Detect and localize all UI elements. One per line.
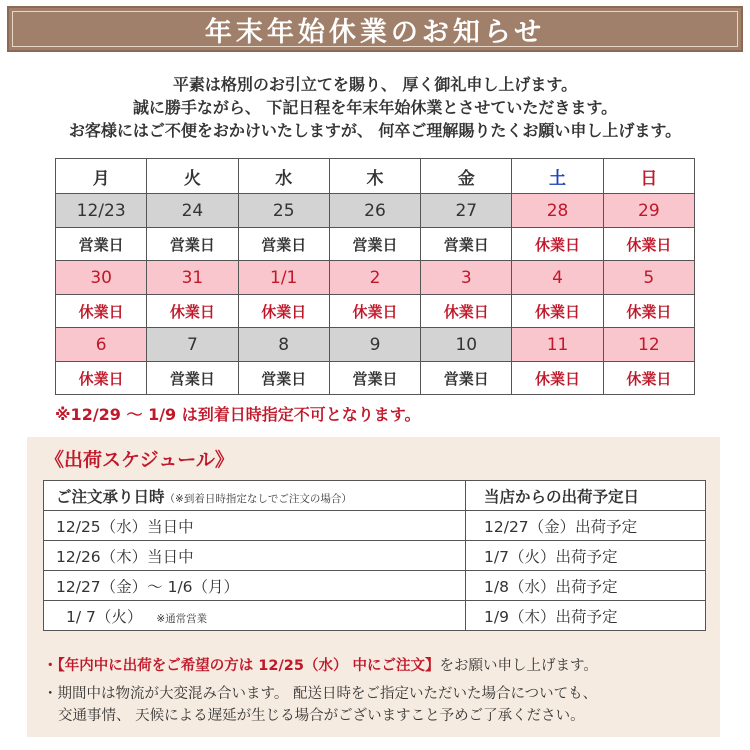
header-banner (7, 6, 743, 52)
holiday-calendar (55, 158, 695, 395)
order-date-header (44, 481, 466, 511)
order-date-cell (44, 511, 466, 541)
calendar-date-cell: 8 (238, 328, 329, 362)
calendar-day-header: 火 (147, 159, 238, 194)
calendar-date-cell: 10 (421, 328, 512, 362)
footer-bullet-1 (43, 655, 598, 677)
shipping-row (44, 571, 706, 601)
order-date-text: 12/25（水）当日中 (56, 517, 194, 536)
calendar-status-cell: 営業日 (329, 228, 420, 261)
shipping-schedule-title: 《出荷スケジュール》 (45, 449, 234, 471)
page-title: 年末年始休業のお知らせ (204, 16, 546, 48)
delivery-restriction-note: ※12/29 ～ 1/9 は到着日時指定不可となります。 (55, 405, 421, 424)
calendar-status-cell: 休業日 (512, 295, 603, 328)
calendar-date-row (56, 194, 695, 228)
calendar-day-header: 水 (238, 159, 329, 194)
calendar-status-cell: 営業日 (238, 228, 329, 261)
calendar-date-row (56, 261, 695, 295)
calendar-status-cell: 休業日 (56, 362, 147, 395)
calendar-day-header: 土 (512, 159, 603, 194)
bullet-1-marker: ・ (43, 658, 58, 674)
ship-date-cell: 1/9（木）出荷予定 (466, 601, 706, 631)
calendar-status-cell: 営業日 (147, 228, 238, 261)
calendar-day-header: 日 (603, 159, 694, 194)
calendar-day-header: 木 (329, 159, 420, 194)
calendar-day-header: 金 (421, 159, 512, 194)
footer-bullet-2-line-1: ・期間中は物流が大変混み合います。 配送日時をご指定いただいた場合についても、 (43, 686, 598, 702)
calendar-date-cell: 12/23 (56, 194, 147, 228)
order-date-header-note: （※到着日時指定なしでご注文の場合） (164, 492, 352, 505)
shipping-row (44, 601, 706, 631)
order-date-cell (44, 601, 466, 631)
calendar-status-cell: 営業日 (56, 228, 147, 261)
calendar-date-cell: 5 (603, 261, 694, 295)
ship-date-cell: 1/7（火）出荷予定 (466, 541, 706, 571)
shipping-schedule-table (43, 480, 706, 631)
calendar-date-cell: 31 (147, 261, 238, 295)
calendar-status-cell: 営業日 (421, 228, 512, 261)
calendar-status-cell: 営業日 (238, 362, 329, 395)
calendar-status-cell: 営業日 (421, 362, 512, 395)
calendar-status-cell: 休業日 (238, 295, 329, 328)
calendar-date-cell: 25 (238, 194, 329, 228)
calendar-status-row (56, 295, 695, 328)
calendar-status-cell: 休業日 (421, 295, 512, 328)
calendar-day-header: 月 (56, 159, 147, 194)
bullet-1-highlight: 【年内中に出荷をご希望の方は 12/25（水） 中にご注文】 (57, 658, 440, 674)
order-date-text: 12/26（木）当日中 (56, 547, 194, 566)
order-date-note: ※通常営業 (156, 612, 208, 625)
calendar-date-cell: 7 (147, 328, 238, 362)
calendar-status-cell: 休業日 (329, 295, 420, 328)
calendar-date-cell: 2 (329, 261, 420, 295)
shipping-schedule-box (27, 437, 720, 737)
footer-bullet-2-line-2: 交通事情、 天候による遅延が生じる場合がございますこと予めご了承ください。 (58, 708, 585, 724)
calendar-day-header-row (56, 159, 695, 194)
shipping-row (44, 541, 706, 571)
calendar-status-cell: 休業日 (56, 295, 147, 328)
calendar-date-cell: 30 (56, 261, 147, 295)
calendar-status-cell: 営業日 (147, 362, 238, 395)
calendar-date-cell: 11 (512, 328, 603, 362)
calendar-date-cell: 26 (329, 194, 420, 228)
calendar-date-cell: 28 (512, 194, 603, 228)
calendar-status-row (56, 228, 695, 261)
order-date-cell (44, 541, 466, 571)
order-date-text: 1/ 7（火） (66, 607, 143, 626)
calendar-status-cell: 営業日 (329, 362, 420, 395)
calendar-date-cell: 29 (603, 194, 694, 228)
ship-date-cell: 1/8（水）出荷予定 (466, 571, 706, 601)
order-date-cell (44, 571, 466, 601)
calendar-date-cell: 12 (603, 328, 694, 362)
calendar-date-cell: 9 (329, 328, 420, 362)
order-date-text: 12/27（金）～ 1/6（月） (56, 577, 240, 596)
header-frame (12, 11, 738, 47)
calendar-date-cell: 4 (512, 261, 603, 295)
intro-line-3: お客様にはご不便をおかけいたしますが、 何卒ご理解賜りたくお願い申し上げます。 (68, 121, 682, 140)
calendar-date-cell: 27 (421, 194, 512, 228)
calendar-status-cell: 休業日 (603, 362, 694, 395)
intro-line-2: 誠に勝手ながら、 下記日程を年末年始休業とさせていただきます。 (132, 98, 618, 117)
calendar-status-cell: 休業日 (603, 295, 694, 328)
bullet-1-suffix: をお願い申し上げます。 (439, 658, 598, 674)
shipping-row (44, 511, 706, 541)
calendar-status-cell: 休業日 (512, 362, 603, 395)
intro-line-1: 平素は格別のお引立てを賜り、 厚く御礼申し上げます。 (172, 75, 578, 94)
ship-date-header: 当店からの出荷予定日 (466, 481, 706, 511)
calendar-date-row (56, 328, 695, 362)
ship-date-cell: 12/27（金）出荷予定 (466, 511, 706, 541)
order-date-header-label: ご注文承り日時 (56, 487, 165, 506)
calendar-date-cell: 24 (147, 194, 238, 228)
calendar-date-cell: 6 (56, 328, 147, 362)
calendar-status-cell: 休業日 (147, 295, 238, 328)
calendar-date-cell: 1/1 (238, 261, 329, 295)
shipping-header-row (44, 481, 706, 511)
calendar-status-cell: 休業日 (603, 228, 694, 261)
calendar-status-cell: 休業日 (512, 228, 603, 261)
calendar-status-row (56, 362, 695, 395)
calendar-date-cell: 3 (421, 261, 512, 295)
intro-text (0, 73, 750, 142)
